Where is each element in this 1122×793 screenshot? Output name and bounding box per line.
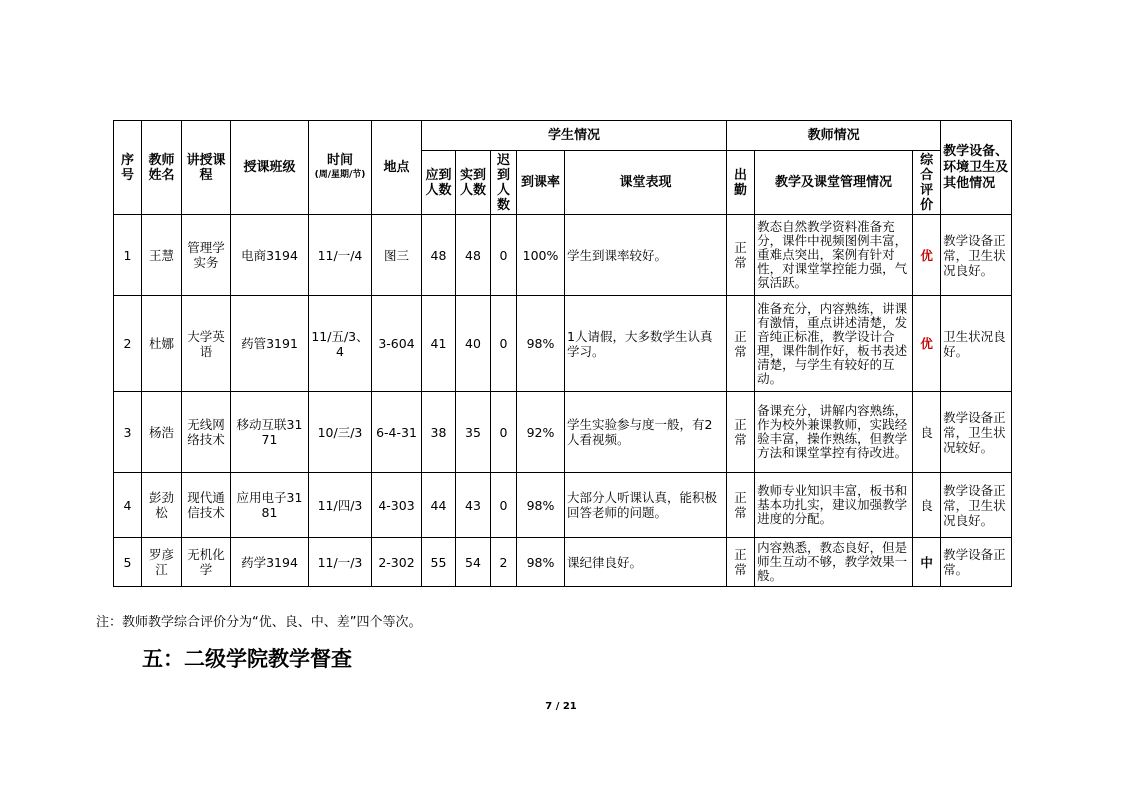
header-late: 迟到人数	[491, 151, 517, 215]
cell-place: 3-604	[372, 296, 422, 392]
cell-teaching: 教师专业知识丰富，板书和基本功扎实，建议加强教学进度的分配。	[755, 473, 913, 538]
cell-teacher: 彭劲松	[142, 473, 182, 538]
footnote: 注：教师教学综合评价分为“优、良、中、差”四个等次。	[96, 615, 422, 630]
header-student-group: 学生情况	[422, 121, 727, 151]
cell-attendance: 正常	[727, 215, 755, 296]
header-seq: 序号	[114, 121, 142, 215]
cell-class: 药学3194	[231, 538, 309, 587]
cell-equipment: 卫生状况良好。	[941, 296, 1012, 392]
cell-attendance: 正常	[727, 473, 755, 538]
cell-late: 2	[491, 538, 517, 587]
cell-teaching: 教态自然教学资料准备充分，课件中视频图例丰富，重难点突出，案例有针对性，对课堂掌控能力强，气氛活跃。	[755, 215, 913, 296]
inspection-table	[113, 120, 1012, 587]
cell-late: 0	[491, 473, 517, 538]
cell-time: 11/五/3、4	[309, 296, 372, 392]
cell-due: 44	[422, 473, 456, 538]
header-time-label: 时间	[326, 152, 353, 168]
cell-late: 0	[491, 392, 517, 473]
header-course: 讲授课程	[182, 121, 231, 215]
cell-place: 4-303	[372, 473, 422, 538]
cell-teacher: 杜娜	[142, 296, 182, 392]
cell-teacher: 罗彦江	[142, 538, 182, 587]
header-rate: 到课率	[517, 151, 565, 215]
cell-rate: 92%	[517, 392, 565, 473]
cell-performance: 学生到课率较好。	[565, 215, 727, 296]
cell-seq: 1	[114, 215, 142, 296]
cell-performance: 学生实验参与度一般，有2人看视频。	[565, 392, 727, 473]
cell-time: 11/一/4	[309, 215, 372, 296]
header-actual: 实到人数	[456, 151, 491, 215]
page-number: 7 / 21	[545, 701, 577, 712]
table-row	[114, 392, 1012, 473]
header-time-sub: (周/星期/节)	[314, 169, 366, 180]
cell-course: 管理学实务	[182, 215, 231, 296]
cell-actual: 43	[456, 473, 491, 538]
cell-actual: 54	[456, 538, 491, 587]
cell-teaching: 准备充分，内容熟练，讲课有激情，重点讲述清楚，发音纯正标准，教学设计合理，课件制作好，板书表述清楚，与学生有较好的互动。	[755, 296, 913, 392]
header-teacher-group: 教师情况	[727, 121, 941, 151]
cell-equipment: 教学设备正常。	[941, 538, 1012, 587]
header-equipment: 教学设备、环境卫生及其他情况	[941, 121, 1012, 215]
cell-late: 0	[491, 215, 517, 296]
header-grade: 综合评价	[913, 151, 941, 215]
cell-rate: 98%	[517, 296, 565, 392]
cell-place: 2-302	[372, 538, 422, 587]
cell-time: 11/四/3	[309, 473, 372, 538]
cell-rate: 100%	[517, 215, 565, 296]
header-place: 地点	[372, 121, 422, 215]
header-teaching: 教学及课堂管理情况	[755, 151, 913, 215]
cell-class: 应用电子3181	[231, 473, 309, 538]
cell-attendance: 正常	[727, 392, 755, 473]
cell-seq: 4	[114, 473, 142, 538]
cell-attendance: 正常	[727, 538, 755, 587]
cell-place: 6-4-31	[372, 392, 422, 473]
cell-course: 大学英语	[182, 296, 231, 392]
cell-seq: 2	[114, 296, 142, 392]
table-row	[114, 473, 1012, 538]
cell-due: 48	[422, 215, 456, 296]
cell-due: 55	[422, 538, 456, 587]
cell-course: 无机化学	[182, 538, 231, 587]
cell-teacher: 杨浩	[142, 392, 182, 473]
cell-attendance: 正常	[727, 296, 755, 392]
header-class: 授课班级	[231, 121, 309, 215]
cell-equipment: 教学设备正常，卫生状况良好。	[941, 473, 1012, 538]
cell-equipment: 教学设备正常，卫生状况良好。	[941, 215, 1012, 296]
header-time	[309, 121, 372, 215]
cell-class: 电商3194	[231, 215, 309, 296]
header-teacher: 教师姓名	[142, 121, 182, 215]
cell-due: 38	[422, 392, 456, 473]
cell-grade: 良	[913, 392, 941, 473]
section-title: 五：二级学院教学督查	[142, 647, 352, 671]
cell-place: 图三	[372, 215, 422, 296]
header-attendance: 出勤	[727, 151, 755, 215]
cell-equipment: 教学设备正常，卫生状况较好。	[941, 392, 1012, 473]
cell-teaching: 内容熟悉，教态良好，但是师生互动不够，教学效果一般。	[755, 538, 913, 587]
table-row	[114, 215, 1012, 296]
header-performance: 课堂表现	[565, 151, 727, 215]
cell-performance: 大部分人听课认真，能积极回答老师的问题。	[565, 473, 727, 538]
cell-actual: 48	[456, 215, 491, 296]
cell-rate: 98%	[517, 538, 565, 587]
cell-grade: 优	[913, 215, 941, 296]
cell-actual: 40	[456, 296, 491, 392]
cell-seq: 3	[114, 392, 142, 473]
cell-grade: 优	[913, 296, 941, 392]
cell-performance: 1人请假，大多数学生认真学习。	[565, 296, 727, 392]
cell-time: 10/三/3	[309, 392, 372, 473]
cell-course: 现代通信技术	[182, 473, 231, 538]
table-row	[114, 538, 1012, 587]
cell-late: 0	[491, 296, 517, 392]
cell-performance: 课纪律良好。	[565, 538, 727, 587]
cell-class: 药管3191	[231, 296, 309, 392]
cell-class: 移动互联3171	[231, 392, 309, 473]
cell-seq: 5	[114, 538, 142, 587]
cell-actual: 35	[456, 392, 491, 473]
cell-time: 11/一/3	[309, 538, 372, 587]
cell-rate: 98%	[517, 473, 565, 538]
table-row	[114, 296, 1012, 392]
cell-course: 无线网络技术	[182, 392, 231, 473]
header-due: 应到人数	[422, 151, 456, 215]
cell-grade: 中	[913, 538, 941, 587]
cell-teacher: 王慧	[142, 215, 182, 296]
cell-teaching: 备课充分，讲解内容熟练，作为校外兼课教师，实践经验丰富，操作熟练，但教学方法和课堂掌控有待改进。	[755, 392, 913, 473]
cell-due: 41	[422, 296, 456, 392]
cell-grade: 良	[913, 473, 941, 538]
